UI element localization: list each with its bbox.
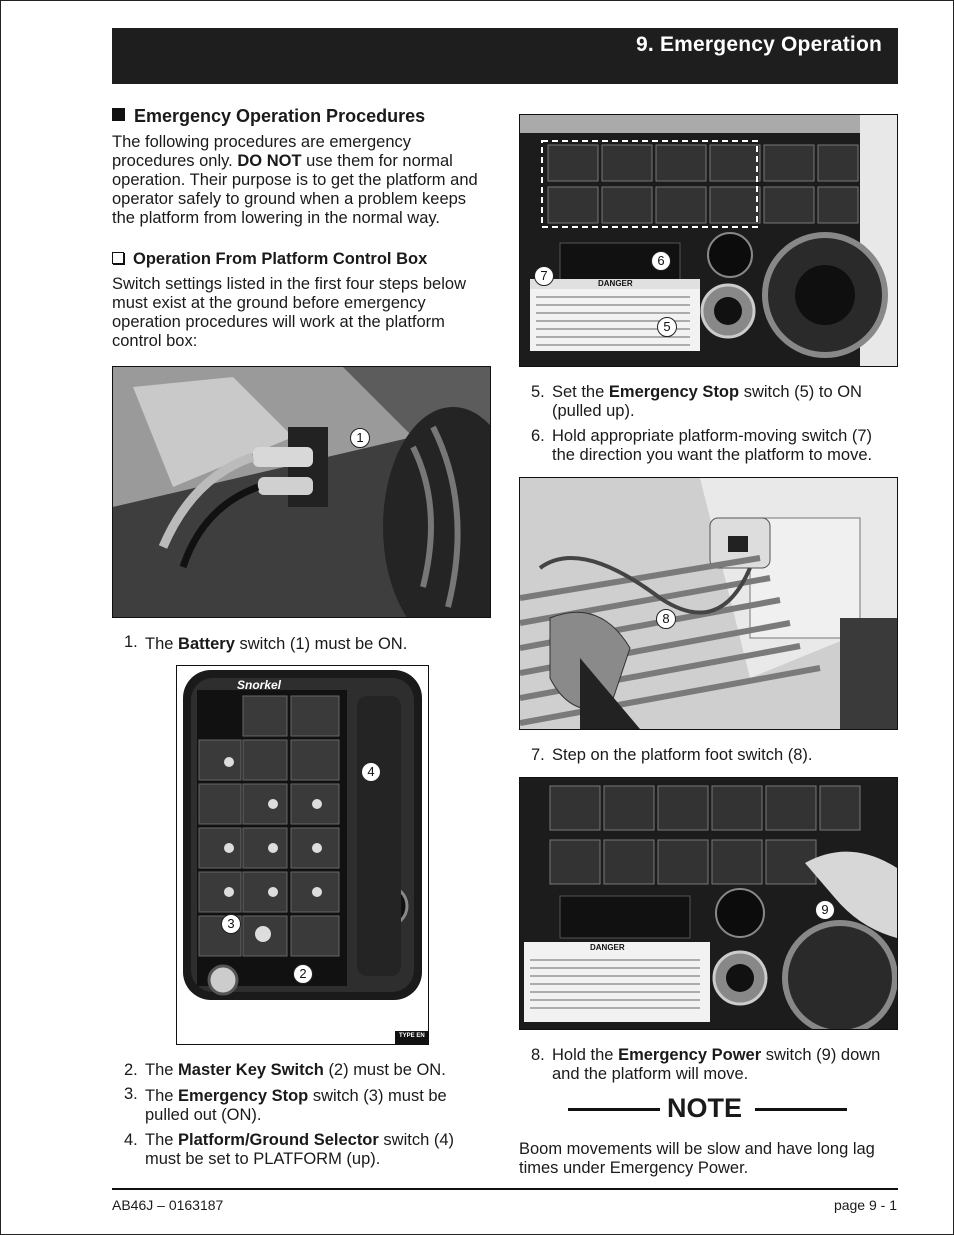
callout-8: 8 xyxy=(656,609,676,629)
callout-5: 5 xyxy=(657,317,677,337)
note-rule-left xyxy=(568,1108,660,1111)
danger-label: DANGER xyxy=(598,279,633,288)
callout-9: 9 xyxy=(815,900,835,920)
snorkel-brand: Snorkel xyxy=(237,678,282,692)
checkbox-bullet-icon xyxy=(112,252,124,264)
square-bullet-icon xyxy=(112,108,125,121)
callout-4: 4 xyxy=(361,762,381,782)
note-text: Boom movements will be slow and have long lag times under Emergency Power. xyxy=(519,1140,875,1177)
step-3: 3. The Emergency Stop switch (3) must be pulled out (ON). xyxy=(124,1085,447,1124)
intro-paragraph xyxy=(112,133,478,228)
battery-photo-drawing xyxy=(113,367,490,617)
callout-7: 7 xyxy=(534,266,554,286)
intro-line: procedures only. DO NOT use them for normal xyxy=(112,152,453,170)
footer-page-number: page 9 - 1 xyxy=(833,1197,897,1213)
control-bottom-drawing xyxy=(520,778,897,1029)
intro-line: The following procedures are emergency xyxy=(112,133,411,151)
step-6: 6. Hold appropriate platform-moving switch (7) the direction you want the platform to move. xyxy=(531,427,873,464)
footer-rule xyxy=(112,1188,898,1190)
step-5: 5. Set the Emergency Stop switch (5) to ON (pulled up). xyxy=(531,383,862,420)
callout-1: 1 xyxy=(350,428,370,448)
intro-line: operation. Their purpose is to get the platform and xyxy=(112,171,478,189)
control-top-drawing xyxy=(520,115,897,366)
platform-control-photo-top xyxy=(519,114,898,367)
intro-line: operator safely to ground when a problem keeps xyxy=(112,190,467,208)
note-title: NOTE xyxy=(667,1093,743,1123)
callout-3: 3 xyxy=(221,914,241,934)
ground-box-drawing xyxy=(177,666,428,1044)
header-bar xyxy=(112,28,898,84)
foot-switch-drawing xyxy=(520,478,897,729)
intro-line: the platform from lowering in the normal way. xyxy=(112,209,440,227)
section-heading xyxy=(112,106,425,127)
foot-switch-photo xyxy=(519,477,898,730)
danger-label-bottom: DANGER xyxy=(590,943,625,952)
switch-paragraph: Switch settings listed in the first four steps below must exist at the ground before emergency operation procedures will work at the platform control box: xyxy=(112,275,466,350)
step-4: 4. The Platform/Ground Selector switch (4) must be set to PLATFORM (up). xyxy=(124,1131,454,1168)
footer-doc-id: AB46J – 0163187 xyxy=(112,1197,224,1213)
step-8: 8. Hold the Emergency Power switch (9) down and the platform will move. xyxy=(531,1046,881,1083)
page-title: 9. Emergency Operation xyxy=(636,33,882,56)
platform-control-photo-bottom xyxy=(519,777,898,1030)
note-rule-right xyxy=(755,1108,847,1111)
ground-control-box-photo xyxy=(176,665,429,1045)
type-badge: TYPE EN xyxy=(399,1033,425,1039)
battery-switch-photo xyxy=(112,366,491,618)
callout-6: 6 xyxy=(651,251,671,271)
section-heading-text: Emergency Operation Procedures xyxy=(134,106,426,126)
callout-2: 2 xyxy=(293,964,313,984)
subsection-heading: Operation From Platform Control Box xyxy=(112,250,427,269)
